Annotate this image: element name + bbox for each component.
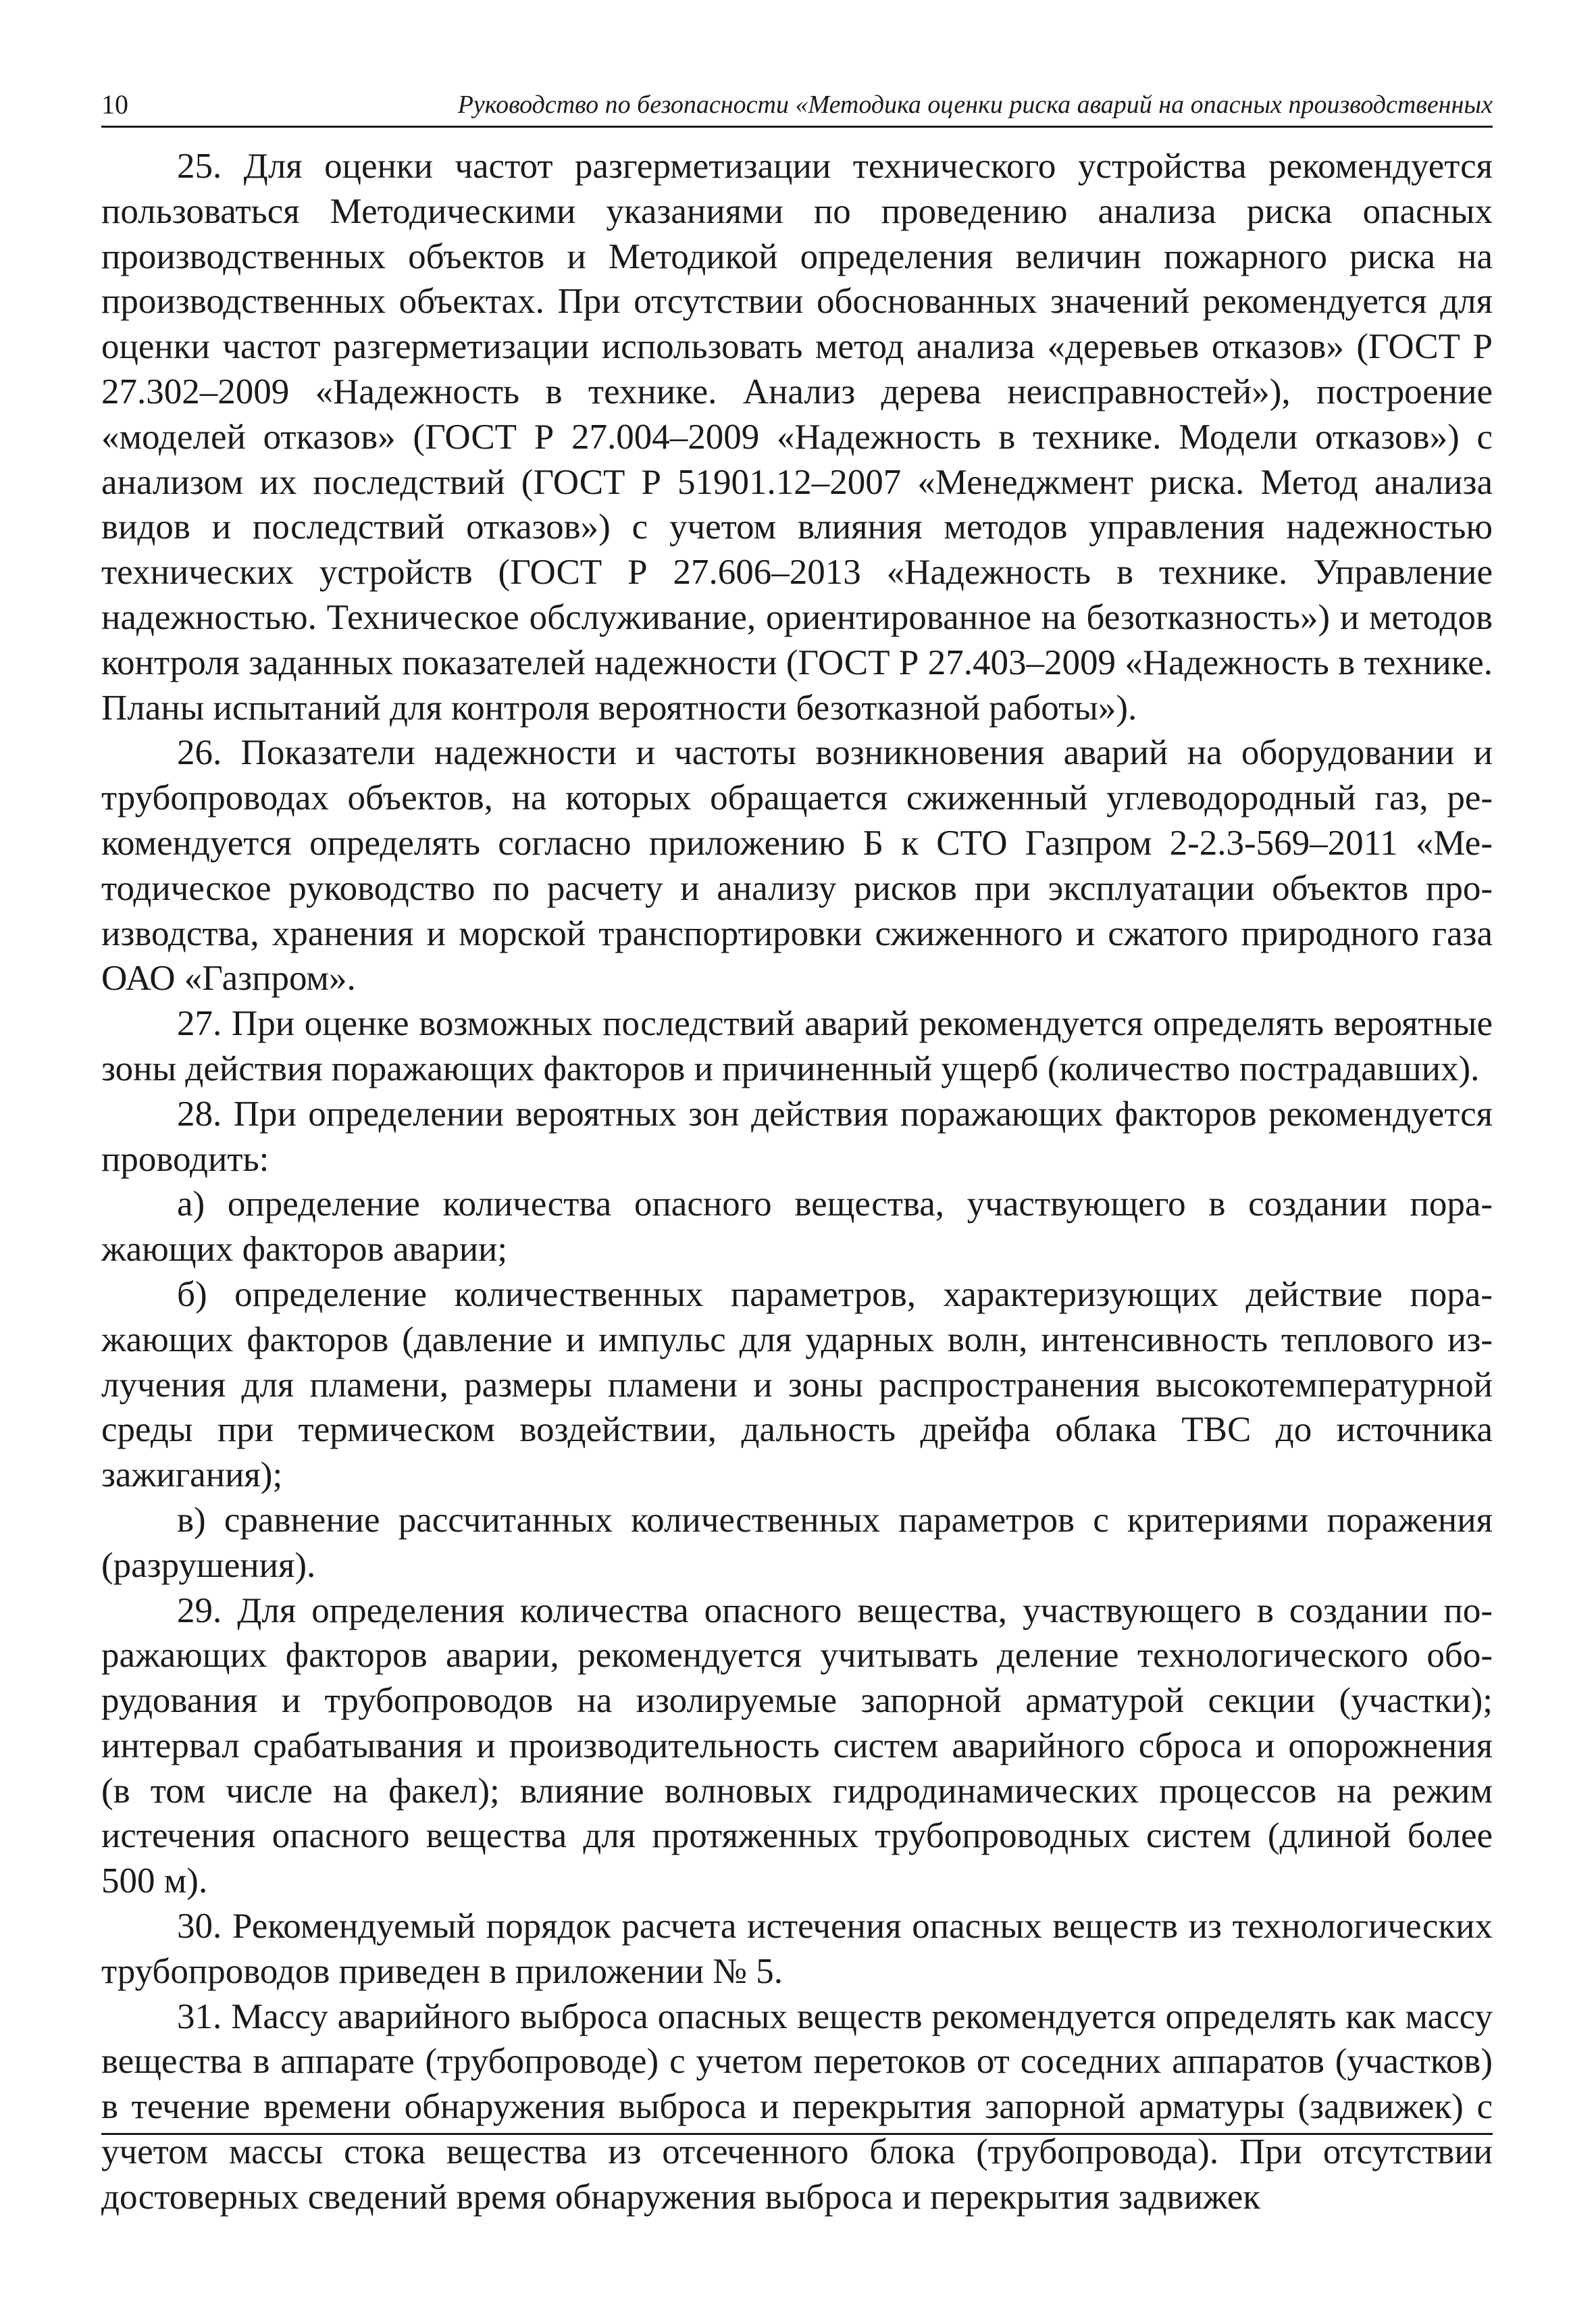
paragraph-28: 28. При определении вероятных зон действия поражающих факторов рекомендуется проводить: [101, 1094, 1493, 1179]
paragraph-27: 27. При оценке возможных последствий аварий рекомендуется определять вероятные зоны действия поражающих факторов и причиненный ущерб (количество пострадавших). [101, 1004, 1493, 1088]
footer-rule [101, 2133, 1493, 2135]
paragraph-26: 26. Показатели надежности и частоты возникновения аварий на оборудовании и трубопроводах объектов, на которых обращается сжиженный углеводородный газ, рекомендуется определять согласно приложению Б к СТО Газпром 2-2.3-569–2011 «Методическое руководство по расчету и анализу рисков при эксплуатации объектов производства, хранения и морской транспортировки сжиженного и сжатого природного газа ОАО «Газпром». [101, 733, 1493, 999]
running-header [101, 88, 1493, 128]
paragraph-29: 29. Для определения количества опасного вещества, участвующего в создании поражающих факторов аварии, рекомендуется учитывать деление технологического оборудования и трубопроводов на изолируемые запорной арматурой секции (участки); интервал срабатывания и производительность систем аварийного сброса и опорожнения (в том числе на факел); влияние волновых гидродинамических процессов на режим истечения опасного вещества для протяженных трубопроводных систем (длиной более 500 м). [101, 1590, 1493, 1901]
paragraph-28b: б) определение количественных параметров, характеризующих действие поражающих факторов (давление и импульс для ударных волн, интенсивность теплового излучения для пламени, размеры пламени и зоны распространения высокотемпературной среды при термическом воздействии, дальность дрейфа облака ТВС до источника зажигания); [101, 1274, 1493, 1495]
paragraph-28a: а) определение количества опасного вещества, участвующего в создании поражающих факторов аварии; [101, 1184, 1493, 1269]
paragraph-25: 25. Для оценки частот разгерметизации технического устройства рекомендуется пользоваться Методическими указаниями по проведению анализа риска опасных производственных объектов и Методикой определения величин пожарного риска на производственных объектах. При отсутствии обоснованных значений рекомендуется для оценки частот разгерметизации использовать метод анализа «деревьев отказов» (ГОСТ Р 27.302–2009 «Надежность в технике. Анализ дерева неисправностей»), построение «моделей отказов» (ГОСТ Р 27.004–2009 «Надежность в технике. Модели отказов») с анализом их последствий (ГОСТ Р 51901.12–2007 «Менеджмент риска. Метод анализа видов и последствий отказов») с учетом влияния методов управления надежностью технических устройств (ГОСТ Р 27.606–2013 «Надежность в технике. Управление надежностью. Техническое обслуживание, ориентированное на безотказность») и методов контроля заданных показателей надежности (ГОСТ Р 27.403–2009 «Надежность в технике. Планы испытаний для контроля вероятности безотказной работы»). [101, 147, 1493, 728]
page-number: 10 [101, 89, 128, 120]
document-page [101, 88, 1493, 2220]
paragraph-31: 31. Массу аварийного выброса опасных веществ рекомендуется определять как массу вещества в аппарате (трубопроводе) с учетом перетоков от соседних аппаратов (участков) в течение времени обнаружения выброса и перекрытия запорной арматуры (задвижек) с учетом массы стока вещества из отсеченного блока (трубопровода). При отсутствии достоверных сведений время обнаружения выброса и перекрытия задвижек [101, 1996, 1493, 2217]
running-title: Руководство по безопасности «Методика оценки риска аварий на опасных производственных [457, 91, 1493, 119]
paragraph-28c: в) сравнение рассчитанных количественных параметров с критериями поражения (разрушения). [101, 1500, 1493, 1585]
paragraph-30: 30. Рекомендуемый порядок расчета истечения опасных веществ из технологических трубопроводов приведен в приложении № 5. [101, 1907, 1493, 1991]
body-text [101, 144, 1493, 2220]
